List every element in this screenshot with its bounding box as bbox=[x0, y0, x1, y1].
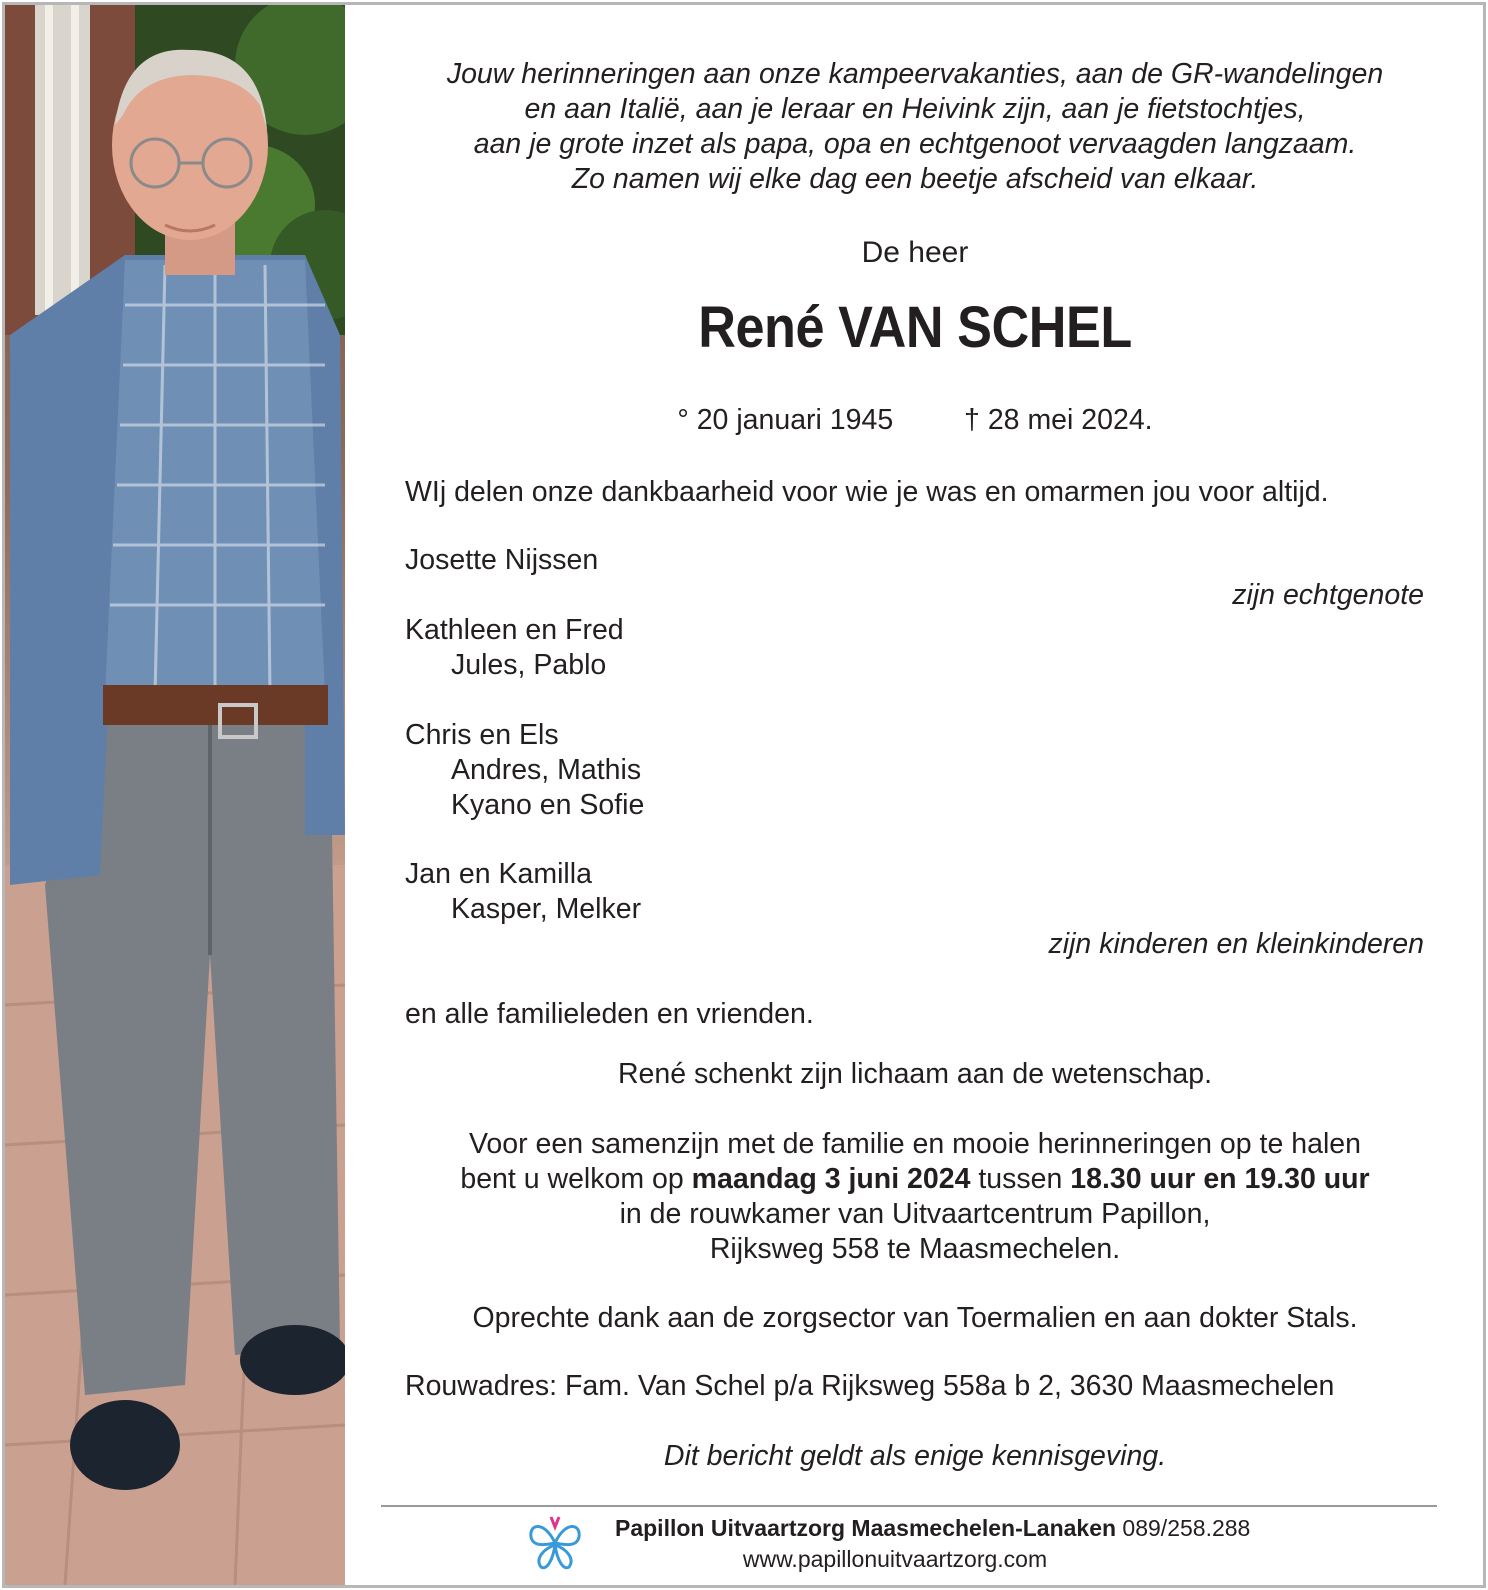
other-relatives: en alle familieleden en vrienden. bbox=[405, 998, 814, 1030]
funeral-home-website[interactable]: www.papillonuitvaartzorg.com bbox=[742, 1546, 1048, 1572]
family-group bbox=[405, 718, 644, 823]
funeral-home-name: Papillon Uitvaartzorg Maasmechelen-Lanaken bbox=[615, 1515, 1117, 1541]
grandchildren: Andres, Mathis bbox=[451, 754, 642, 786]
child-couple: Kathleen en Fred bbox=[405, 614, 624, 646]
death-date: 28 mei 2024. bbox=[979, 404, 1153, 436]
gathering-line: Rijksweg 558 te Maasmechelen. bbox=[709, 1233, 1121, 1265]
gathering-line bbox=[385, 1162, 1445, 1197]
quote-line: Zo namen wij elke dag een beetje afscheid van elkaar. bbox=[571, 163, 1259, 195]
quote-line: Jouw herinneringen aan onze kampeervakanties, aan de GR-wandelingen bbox=[446, 58, 1384, 90]
gathering-line: Voor een samenzijn met de familie en mooie herinneringen op te halen bbox=[469, 1128, 1361, 1160]
thanks-text: Oprechte dank aan de zorgsector van Toermalien en aan dokter Stals. bbox=[472, 1302, 1358, 1334]
gathering-line: in de rouwkamer van Uitvaartcentrum Papillon, bbox=[619, 1198, 1211, 1230]
funeral-home-info bbox=[615, 1513, 1250, 1543]
cross-icon: † bbox=[964, 404, 980, 436]
child-couple: Jan en Kamilla bbox=[405, 858, 592, 890]
spouse-name: Josette Nijssen bbox=[405, 544, 599, 576]
body-donation-text: René schenkt zijn lichaam aan de wetenschap. bbox=[617, 1058, 1213, 1090]
gratitude-text: WIj delen onze dankbaarheid voor wie je was en omarmen jou voor altijd. bbox=[405, 476, 1329, 508]
obituary-text bbox=[345, 5, 1486, 1585]
child-couple: Chris en Els bbox=[405, 719, 559, 751]
gathering-text: bent u welkom op bbox=[460, 1163, 692, 1195]
memorial-quote bbox=[385, 57, 1445, 197]
footer-divider bbox=[381, 1505, 1437, 1507]
salutation: De heer bbox=[861, 236, 969, 269]
portrait-photo bbox=[5, 5, 345, 1585]
obituary-card bbox=[2, 2, 1486, 1588]
birth-date: ° 20 januari 1945 bbox=[677, 404, 894, 436]
portrait-illustration bbox=[5, 5, 345, 1585]
children-role: zijn kinderen en kleinkinderen bbox=[1048, 928, 1424, 960]
gathering-date: maandag 3 juni 2024 bbox=[691, 1163, 971, 1195]
gathering-time: 18.30 uur en 19.30 uur bbox=[1070, 1163, 1370, 1195]
life-dates bbox=[385, 403, 1445, 438]
mourning-address: Rouwadres: Fam. Van Schel p/a Rijksweg 558a b 2, 3630 Maasmechelen bbox=[405, 1370, 1335, 1402]
family-group bbox=[405, 613, 624, 683]
deceased-name-wrap bbox=[385, 293, 1445, 363]
quote-line: en aan Italië, aan je leraar en Heivink zijn, aan je fietstochtjes, bbox=[524, 93, 1306, 125]
gathering-text: tussen bbox=[970, 1163, 1071, 1195]
grandchildren: Kasper, Melker bbox=[451, 893, 642, 925]
gathering-info bbox=[385, 1127, 1445, 1267]
grandchildren: Jules, Pablo bbox=[451, 649, 607, 681]
funeral-home-phone: 089/258.288 bbox=[1116, 1515, 1251, 1541]
quote-line: aan je grote inzet als papa, opa en echtgenoot vervaagden langzaam. bbox=[473, 128, 1357, 160]
notice-text: Dit bericht geldt als enige kennisgeving. bbox=[663, 1440, 1167, 1472]
deceased-name: René VAN SCHEL bbox=[698, 295, 1132, 360]
grandchildren: Kyano en Sofie bbox=[451, 789, 645, 821]
spouse-role: zijn echtgenote bbox=[1232, 579, 1424, 611]
family-group bbox=[405, 857, 641, 927]
